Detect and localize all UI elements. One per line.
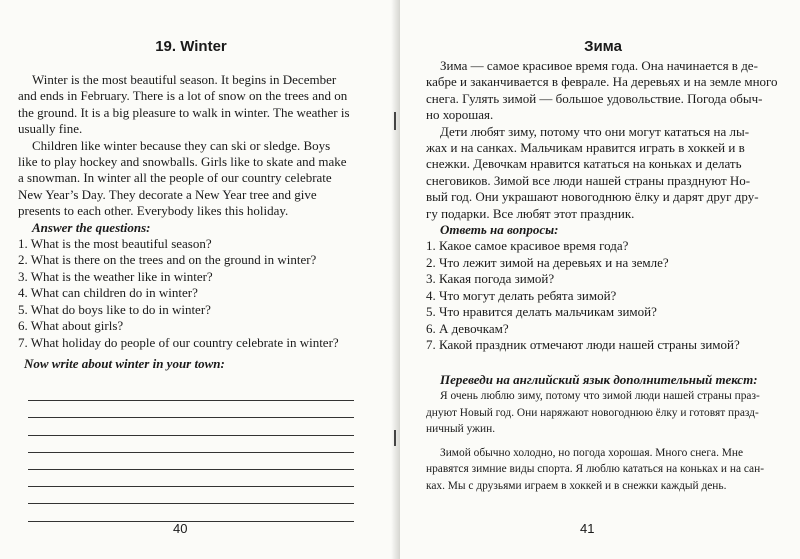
writing-line bbox=[28, 470, 354, 487]
russian-paragraph-1 bbox=[426, 58, 778, 124]
page-title-english: 19. Winter bbox=[155, 38, 227, 55]
writing-line bbox=[28, 384, 354, 401]
text-line: ничный ужин. bbox=[426, 423, 496, 436]
questions-list bbox=[18, 236, 370, 351]
questions-heading: Ответь на вопросы: bbox=[440, 222, 559, 238]
text-line: жах и на санках. Мальчикам нравится играть в хоккей и в bbox=[426, 140, 745, 156]
question-item: 5. What do boys like to do in winter? bbox=[18, 301, 211, 317]
writing-line bbox=[28, 487, 354, 504]
text-line: ках. Мы с друзьями играем в хоккей и в снежки каждый день. bbox=[426, 479, 727, 492]
question-item: 2. Что лежит зимой на деревьях и на земле? bbox=[426, 254, 669, 270]
question-item: 1. Какое самое красивое время года? bbox=[426, 238, 629, 254]
translation-paragraph-1 bbox=[426, 388, 778, 438]
text-line: Winter is the most beautiful season. It begins in December bbox=[32, 72, 337, 87]
text-line: днуют Новый год. Они наряжают новогоднюю ёлку и готовят празд- bbox=[426, 406, 759, 419]
question-item: 3. What is the weather like in winter? bbox=[18, 268, 213, 284]
question-item: 6. А девочкам? bbox=[426, 320, 509, 336]
text-line: Я очень люблю зиму, потому что зимой люди нашей страны праз- bbox=[440, 390, 760, 402]
question-item: 6. What about girls? bbox=[18, 318, 124, 334]
writing-line bbox=[28, 453, 354, 470]
question-item: 2. What is there on the trees and on the ground in winter? bbox=[18, 252, 317, 268]
left-page bbox=[0, 0, 398, 559]
page-number-left: 40 bbox=[173, 521, 188, 536]
write-prompt: Now write about winter in your town: bbox=[24, 356, 225, 371]
writing-line bbox=[28, 401, 354, 418]
text-line: снеговиков. Зимой все люди нашей страны празднуют Но- bbox=[426, 172, 751, 188]
question-item: 7. Какой праздник отмечают люди нашей страны зимой? bbox=[426, 336, 740, 352]
page-number-right: 41 bbox=[580, 521, 595, 536]
question-item: 3. Какая погода зимой? bbox=[426, 271, 555, 287]
english-paragraph-2 bbox=[18, 138, 370, 220]
text-line: снежки. Девочкам нравится кататься на коньках и делать bbox=[426, 156, 742, 172]
text-line: Зимой обычно холодно, но погода хорошая. Много снега. Мне bbox=[440, 446, 744, 459]
text-line: вый год. Они украшают новогоднюю ёлку и дарят друг дру- bbox=[426, 189, 759, 205]
paragraph-gap bbox=[426, 438, 778, 445]
text-line: usually fine. bbox=[18, 121, 83, 137]
translation-section bbox=[426, 372, 778, 495]
writing-line bbox=[28, 418, 354, 435]
writing-line bbox=[28, 436, 354, 453]
question-item: 1. What is the most beautiful season? bbox=[18, 236, 212, 252]
right-page bbox=[400, 0, 800, 559]
english-paragraph-1 bbox=[18, 72, 370, 138]
translation-heading: Переведи на английский язык дополнительный текст: bbox=[440, 372, 758, 387]
russian-text bbox=[426, 58, 778, 353]
question-item: 7. What holiday do people of our country celebrate in winter? bbox=[18, 334, 339, 350]
text-line: гу подарки. Все любят этот праздник. bbox=[426, 205, 635, 221]
page-title-russian: Зима bbox=[584, 38, 622, 55]
margin-mark bbox=[394, 112, 396, 130]
text-line: Дети любят зиму, потому что они могут кататься на лы- bbox=[440, 123, 750, 139]
writing-lines bbox=[28, 384, 354, 522]
text-line: and ends in February. There is a lot of snow on the trees and on bbox=[18, 88, 348, 104]
text-line: the ground. It is a big pleasure to walk in winter. The weather is bbox=[18, 104, 350, 120]
questions-list bbox=[426, 238, 778, 353]
text-line: но хорошая. bbox=[426, 107, 494, 123]
translation-paragraph-2 bbox=[426, 445, 778, 495]
writing-line bbox=[28, 504, 354, 521]
questions-heading: Answer the questions: bbox=[32, 219, 151, 235]
question-item: 4. Что могут делать ребята зимой? bbox=[426, 287, 617, 303]
text-line: New Year’s Day. They decorate a New Year tree and give bbox=[18, 186, 317, 202]
text-line: a snowman. In winter all the people of our country celebrate bbox=[18, 170, 332, 186]
question-item: 5. Что нравится делать мальчикам зимой? bbox=[426, 304, 657, 320]
text-line: Children like winter because they can ski or sledge. Boys bbox=[32, 137, 331, 153]
text-line: кабре и заканчивается в феврале. На деревьях и на земле много bbox=[426, 74, 778, 90]
text-line: Зима — самое красивое время года. Она начинается в де- bbox=[440, 58, 758, 73]
text-line: снега. Гулять зимой — большое удовольствие. Погода обыч- bbox=[426, 90, 763, 106]
question-item: 4. What can children do in winter? bbox=[18, 285, 198, 301]
english-text bbox=[18, 72, 370, 351]
margin-mark bbox=[394, 430, 396, 446]
text-line: like to play hockey and snowballs. Girls like to skate and make bbox=[18, 154, 347, 170]
text-line: presents to each other. Everybody likes this holiday. bbox=[18, 203, 289, 219]
russian-paragraph-2 bbox=[426, 124, 778, 222]
text-line: нравятся зимние виды спорта. Я люблю кататься на коньках и на сан- bbox=[426, 463, 764, 476]
